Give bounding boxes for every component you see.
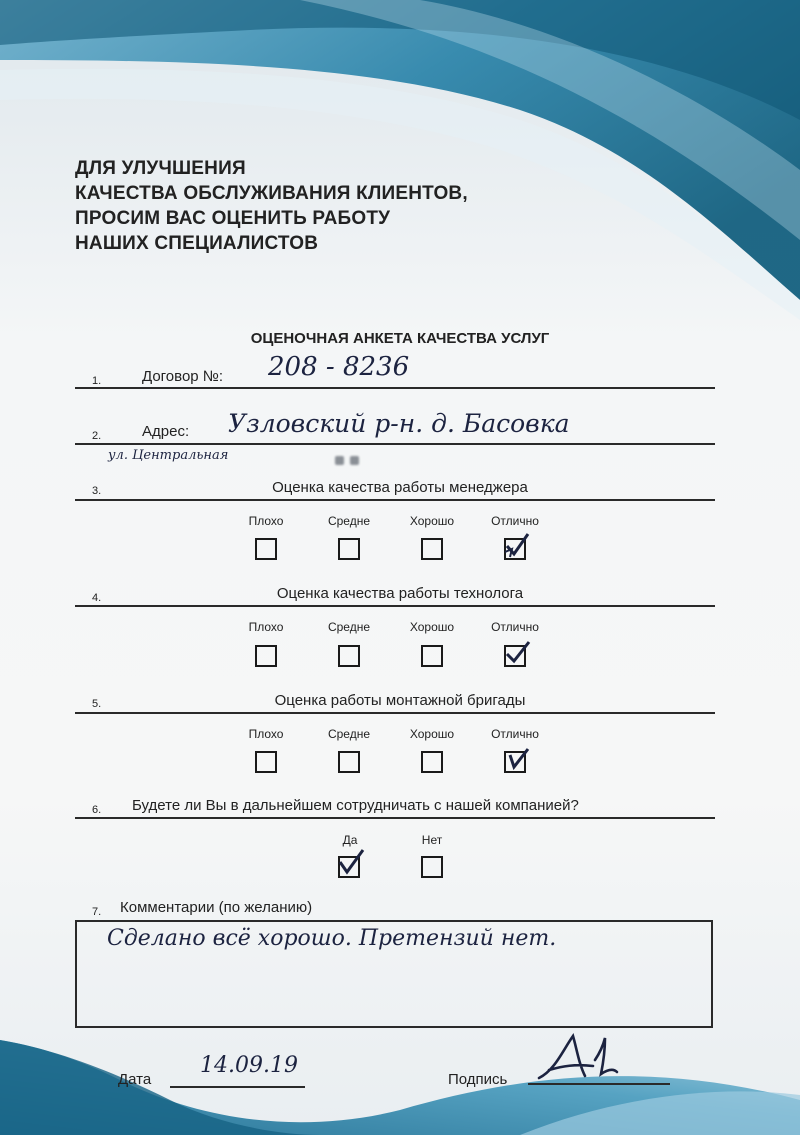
check-mark-icon [504, 745, 530, 775]
contract-label: Договор №: [142, 368, 224, 385]
question-number: 3. [92, 485, 102, 497]
manager-rating-label: Оценка качества работы менеджера [272, 479, 528, 496]
option-label: Нет [421, 833, 443, 847]
checkbox-cooperation-yes[interactable] [338, 856, 360, 878]
check-mark-icon [504, 532, 530, 562]
question-number: 2. [92, 430, 102, 442]
option-label: Отлично [491, 514, 539, 528]
comments-textarea[interactable] [75, 920, 713, 1028]
option-label: Хорошо [409, 727, 455, 741]
headline-line: ПРОСИМ ВАС ОЦЕНИТЬ РАБОТУ [75, 208, 391, 229]
checkbox-technologist-excellent[interactable] [504, 645, 526, 667]
comments-text: Сделано всё хорошо. Претензий нет. [107, 926, 557, 951]
checkbox-installation-good[interactable] [421, 751, 443, 773]
address-label: Адрес: [142, 423, 190, 440]
option-label: Средне [327, 514, 371, 528]
comments-label: Комментарии (по желанию) [120, 899, 313, 916]
headline-line: ДЛЯ УЛУЧШЕНИЯ [75, 158, 246, 179]
checkbox-technologist-good[interactable] [421, 645, 443, 667]
q6-underline [75, 817, 715, 819]
checkbox-installation-excellent[interactable] [504, 751, 526, 773]
headline-line: КАЧЕСТВА ОБСЛУЖИВАНИЯ КЛИЕНТОВ, [75, 183, 468, 204]
q3-underline [75, 499, 715, 501]
address-field[interactable]: Узловский р-н. д. Басовка [228, 409, 570, 438]
option-label: Плохо [248, 620, 284, 634]
date-label: Дата [118, 1071, 152, 1088]
address-field-line2[interactable]: ул. Центральная [108, 448, 229, 463]
checkbox-manager-bad[interactable] [255, 538, 277, 560]
q1-underline [75, 387, 715, 389]
checkbox-technologist-bad[interactable] [255, 645, 277, 667]
option-label: Средне [327, 727, 371, 741]
question-number: 5. [92, 698, 102, 710]
option-label: Средне [327, 620, 371, 634]
check-mark-icon [504, 639, 530, 669]
form-title: ОЦЕНОЧНАЯ АНКЕТА КАЧЕСТВА УСЛУГ [250, 330, 550, 347]
question-number: 6. [92, 804, 102, 816]
date-field[interactable]: 14.09.19 [200, 1053, 298, 1078]
checkbox-manager-good[interactable] [421, 538, 443, 560]
checkbox-manager-average[interactable] [338, 538, 360, 560]
option-label: Да [342, 833, 358, 847]
checkbox-manager-excellent[interactable] [504, 538, 526, 560]
option-label: Плохо [248, 727, 284, 741]
q5-underline [75, 712, 715, 714]
headline-line: НАШИХ СПЕЦИАЛИСТОВ [75, 233, 319, 254]
technologist-rating-label: Оценка качества работы технолога [276, 585, 524, 602]
redacted-mark [350, 456, 359, 465]
option-label: Хорошо [409, 514, 455, 528]
q2-underline [75, 443, 715, 445]
q4-underline [75, 605, 715, 607]
checkbox-installation-bad[interactable] [255, 751, 277, 773]
checkbox-installation-average[interactable] [338, 751, 360, 773]
redacted-mark [335, 456, 344, 465]
date-underline [170, 1086, 305, 1088]
headline [75, 156, 468, 256]
question-number: 1. [92, 375, 102, 387]
check-mark-icon [338, 850, 364, 880]
option-label: Отлично [491, 620, 539, 634]
signature-label: Подпись [448, 1071, 508, 1088]
checkbox-cooperation-no[interactable] [421, 856, 443, 878]
installation-rating-label: Оценка работы монтажной бригады [274, 692, 526, 709]
contract-number-field[interactable]: 208 - 8236 [268, 352, 410, 382]
option-label: Хорошо [409, 620, 455, 634]
option-label: Плохо [248, 514, 284, 528]
checkbox-technologist-average[interactable] [338, 645, 360, 667]
handwritten-signature[interactable] [535, 1030, 625, 1085]
question-number: 7. [92, 906, 102, 918]
option-label: Отлично [491, 727, 539, 741]
question-number: 4. [92, 592, 102, 604]
cooperation-question-label: Будете ли Вы в дальнейшем сотрудничать с нашей компанией? [132, 797, 579, 814]
